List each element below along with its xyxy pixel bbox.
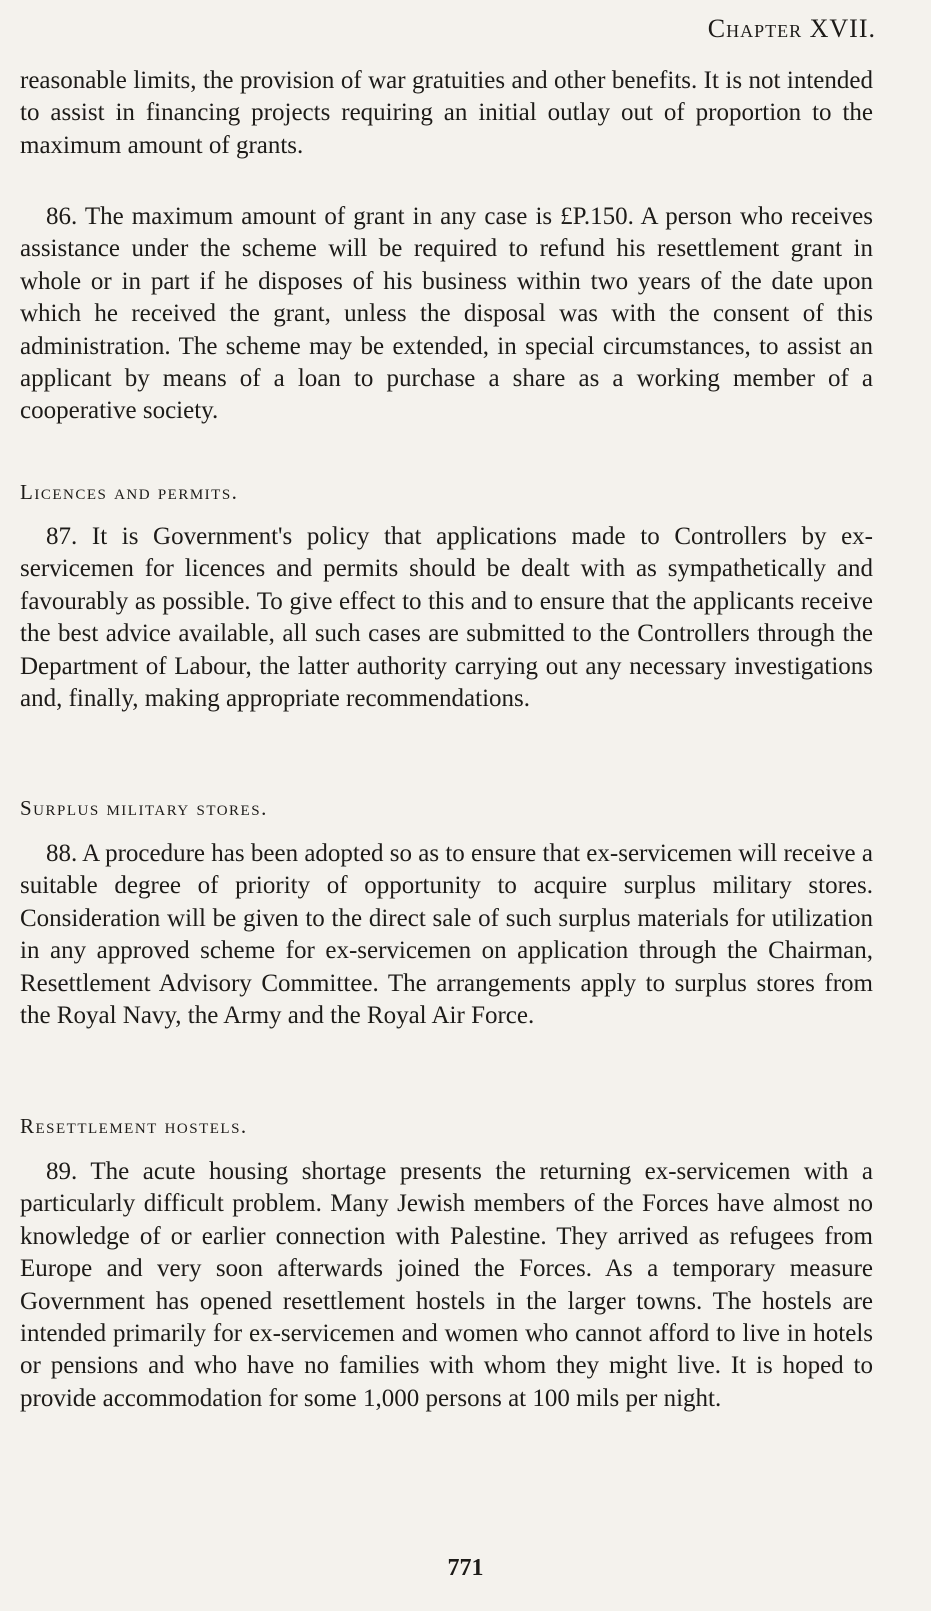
continuation-paragraph: reasonable limits, the provision of war gratuities and other benefits. It is not intended to assist in financing projects requiring an initial outlay out of proportion to the maximum amount of grants.	[20, 67, 873, 159]
paragraph-89-block	[20, 1156, 873, 1415]
licences-heading-block	[20, 476, 873, 508]
paragraph-87: 87. It is Government's policy that applications made to Controllers by ex-servicemen for licences and permits should be dealt with as sympathetically and favourably as possible. To give effect to this and to ensure that the applicants receive the best advice available, all such cases are submitted to the Controllers through the Department of Labour, the latter authority carrying out any necessary investigations and, finally, making appropriate recommendations.	[20, 523, 873, 713]
paragraph-88-block	[20, 838, 873, 1032]
paragraph-88: 88. A procedure has been adopted so as to ensure that ex-servicemen will receive a suitable degree of priority of opportunity to acquire surplus military stores. Consideration will be given to the direct sale of such surplus materials for utilization in any approved scheme for ex-servicemen on application through the Chairman, Resettlement Advisory Committee. The arrangements apply to surplus stores from the Royal Navy, the Army and the Royal Air Force.	[20, 840, 873, 1030]
paragraph-86: 86. The maximum amount of grant in any case is £P.150. A person who receives assistance under the scheme will be required to refund his resettlement grant in whole or in part if he disposes of his business within two years of the date upon which he received the grant, unless the disposal was with the consent of this administration. The scheme may be extended, in special circumstances, to assist an applicant by means of a loan to purchase a share as a working member of a cooperative society.	[20, 203, 873, 425]
paragraph-89: 89. The acute housing shortage presents the returning ex-servicemen with a particularly difficult problem. Many Jewish members of the Forces have almost no knowledge of or earlier connection with Palestine. They arrived as refugees from Europe and very soon afterwards joined the Forces. As a temporary measure Government has opened resettlement hostels in the larger towns. The hostels are intended primarily for ex-servicemen and women who cannot afford to live in hotels or pensions and who have no families with whom they might live. It is hoped to provide accommodation for some 1,000 persons at 100 mils per night.	[20, 1158, 873, 1412]
surplus-heading-block	[20, 792, 873, 824]
body-text	[20, 65, 873, 162]
section-heading-licences: Licences and permits.	[20, 480, 239, 504]
paragraph-86-block	[20, 201, 873, 428]
hostels-heading-block	[20, 1110, 873, 1142]
paragraph-87-block	[20, 521, 873, 715]
section-heading-surplus-stores: Surplus military stores.	[20, 796, 268, 820]
chapter-header: Chapter XVII.	[707, 14, 876, 43]
section-heading-hostels: Resettlement hostels.	[20, 1114, 248, 1138]
page-number: 771	[447, 1555, 484, 1581]
